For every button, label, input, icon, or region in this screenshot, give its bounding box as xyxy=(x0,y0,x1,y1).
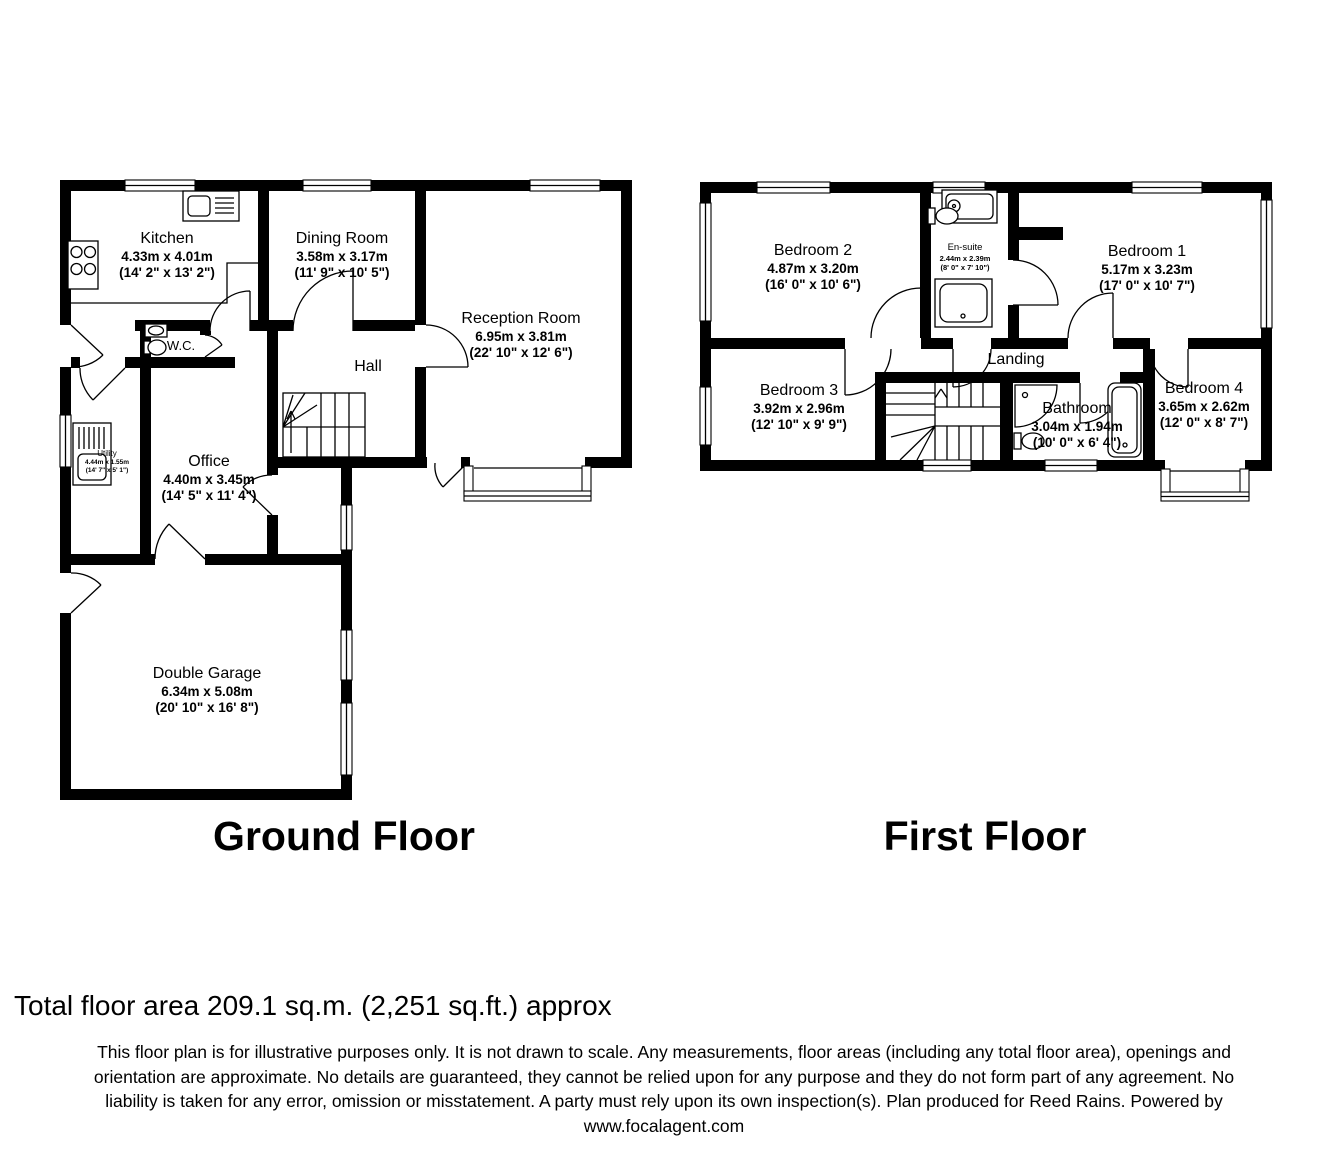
room-dims-m: 4.33m x 4.01m xyxy=(121,248,213,264)
room-name: Bedroom 3 xyxy=(759,381,839,399)
room-dims-m: 6.95m x 3.81m xyxy=(475,328,567,344)
room-label-ensuite xyxy=(940,242,991,272)
room-dims-m: 2.44m x 2.39m xyxy=(939,253,991,263)
room-name: Landing xyxy=(987,351,1045,369)
bay-window xyxy=(1159,460,1251,501)
disclaimer-line: This floor plan is for illustrative purposes only. It is not drawn to scale. Any measurements, floor areas (including any total floor area), openings and xyxy=(97,1042,1231,1062)
kitchen-sink-icon xyxy=(183,191,239,221)
room-label-wc xyxy=(167,338,195,354)
hob-icon xyxy=(68,241,98,289)
room-name: Kitchen xyxy=(140,229,194,247)
room-dims-m: 4.87m x 3.20m xyxy=(767,260,859,276)
first-floor-drawing xyxy=(695,175,1275,505)
room-dims-m: 6.34m x 5.08m xyxy=(161,683,253,699)
room-name: Reception Room xyxy=(461,309,581,327)
toilet-icon xyxy=(928,208,958,224)
room-label-dining xyxy=(294,229,389,281)
room-dims-ft: (22' 10" x 12' 6") xyxy=(469,344,573,360)
room-dims-ft: (14' 2" x 13' 2") xyxy=(119,264,215,280)
room-label-landing xyxy=(988,350,1045,370)
room-label-reception xyxy=(461,309,580,361)
ground-floor-title: Ground Floor xyxy=(213,813,475,859)
room-name: Bedroom 4 xyxy=(1164,379,1244,397)
room-name: En-suite xyxy=(947,242,983,254)
first-floor-plan xyxy=(695,175,1275,505)
room-label-bedroom3 xyxy=(751,381,847,433)
room-label-office xyxy=(161,452,256,504)
ensuite-sink-icon xyxy=(935,279,992,327)
stairs-icon xyxy=(886,383,1000,460)
first-floor-title: First Floor xyxy=(883,813,1087,859)
room-label-bedroom2 xyxy=(765,241,861,293)
room-dims-m: 3.65m x 2.62m xyxy=(1158,398,1250,414)
room-dims-ft: (16' 0" x 10' 6") xyxy=(765,276,861,292)
room-name: Bedroom 2 xyxy=(773,241,853,259)
disclaimer-line: orientation are approximate. No details are guaranteed, they cannot be relied upon for any purpose and they do not form part of any agreement. No xyxy=(93,1066,1235,1087)
room-dims-ft: (12' 10" x 9' 9") xyxy=(751,416,847,432)
room-dims-m: 3.04m x 1.94m xyxy=(1031,418,1123,434)
room-label-kitchen xyxy=(119,229,215,281)
room-dims-ft: (14' 7" x 5' 1") xyxy=(85,466,129,474)
room-label-utility xyxy=(85,449,129,475)
room-dims-ft: (10' 0" x 6' 4") xyxy=(1032,434,1122,450)
total-floor-area: Total floor area 209.1 sq.m. (2,251 sq.ft.) approx xyxy=(14,990,612,1021)
room-name: Bedroom 1 xyxy=(1107,242,1187,260)
room-dims-m: 4.44m x 1.55m xyxy=(84,458,130,466)
room-dims-m: 3.92m x 2.96m xyxy=(753,400,845,416)
room-dims-m: 4.40m x 3.45m xyxy=(163,471,255,487)
room-label-hall xyxy=(354,357,382,377)
room-dims-m: 5.17m x 3.23m xyxy=(1101,261,1193,277)
room-label-bathroom xyxy=(1031,399,1123,451)
disclaimer-line: liability is taken for any error, omission or misstatement. A party must rely upon its own inspection(s). Plan produced for Reed Rains. Powered by xyxy=(105,1091,1223,1111)
room-dims-ft: (8' 0" x 7' 10") xyxy=(940,262,990,272)
room-dims-ft: (14' 5" x 11' 4") xyxy=(161,487,257,503)
room-name: Bathroom xyxy=(1042,399,1112,417)
room-dims-m: 3.58m x 3.17m xyxy=(296,248,388,264)
stairs-icon xyxy=(283,393,365,457)
ground-floor-plan xyxy=(55,175,635,810)
disclaimer-line: www.focalagent.com xyxy=(583,1115,745,1136)
room-name: Office xyxy=(188,452,230,470)
room-dims-ft: (11' 9" x 10' 5") xyxy=(294,264,390,280)
room-label-bedroom4 xyxy=(1158,379,1250,431)
room-dims-ft: (17' 0" x 10' 7") xyxy=(1099,277,1195,293)
room-name: Utility xyxy=(97,449,117,459)
room-dims-ft: (20' 10" x 16' 8") xyxy=(155,699,259,715)
disclaimer xyxy=(0,1040,1328,1138)
room-name: W.C. xyxy=(166,338,196,354)
room-label-bedroom1 xyxy=(1099,242,1195,294)
room-label-garage xyxy=(153,664,262,716)
room-name: Dining Room xyxy=(295,229,389,247)
room-name: Hall xyxy=(354,358,382,376)
room-dims-ft: (12' 0" x 8' 7") xyxy=(1159,414,1249,430)
room-name: Double Garage xyxy=(152,664,262,682)
